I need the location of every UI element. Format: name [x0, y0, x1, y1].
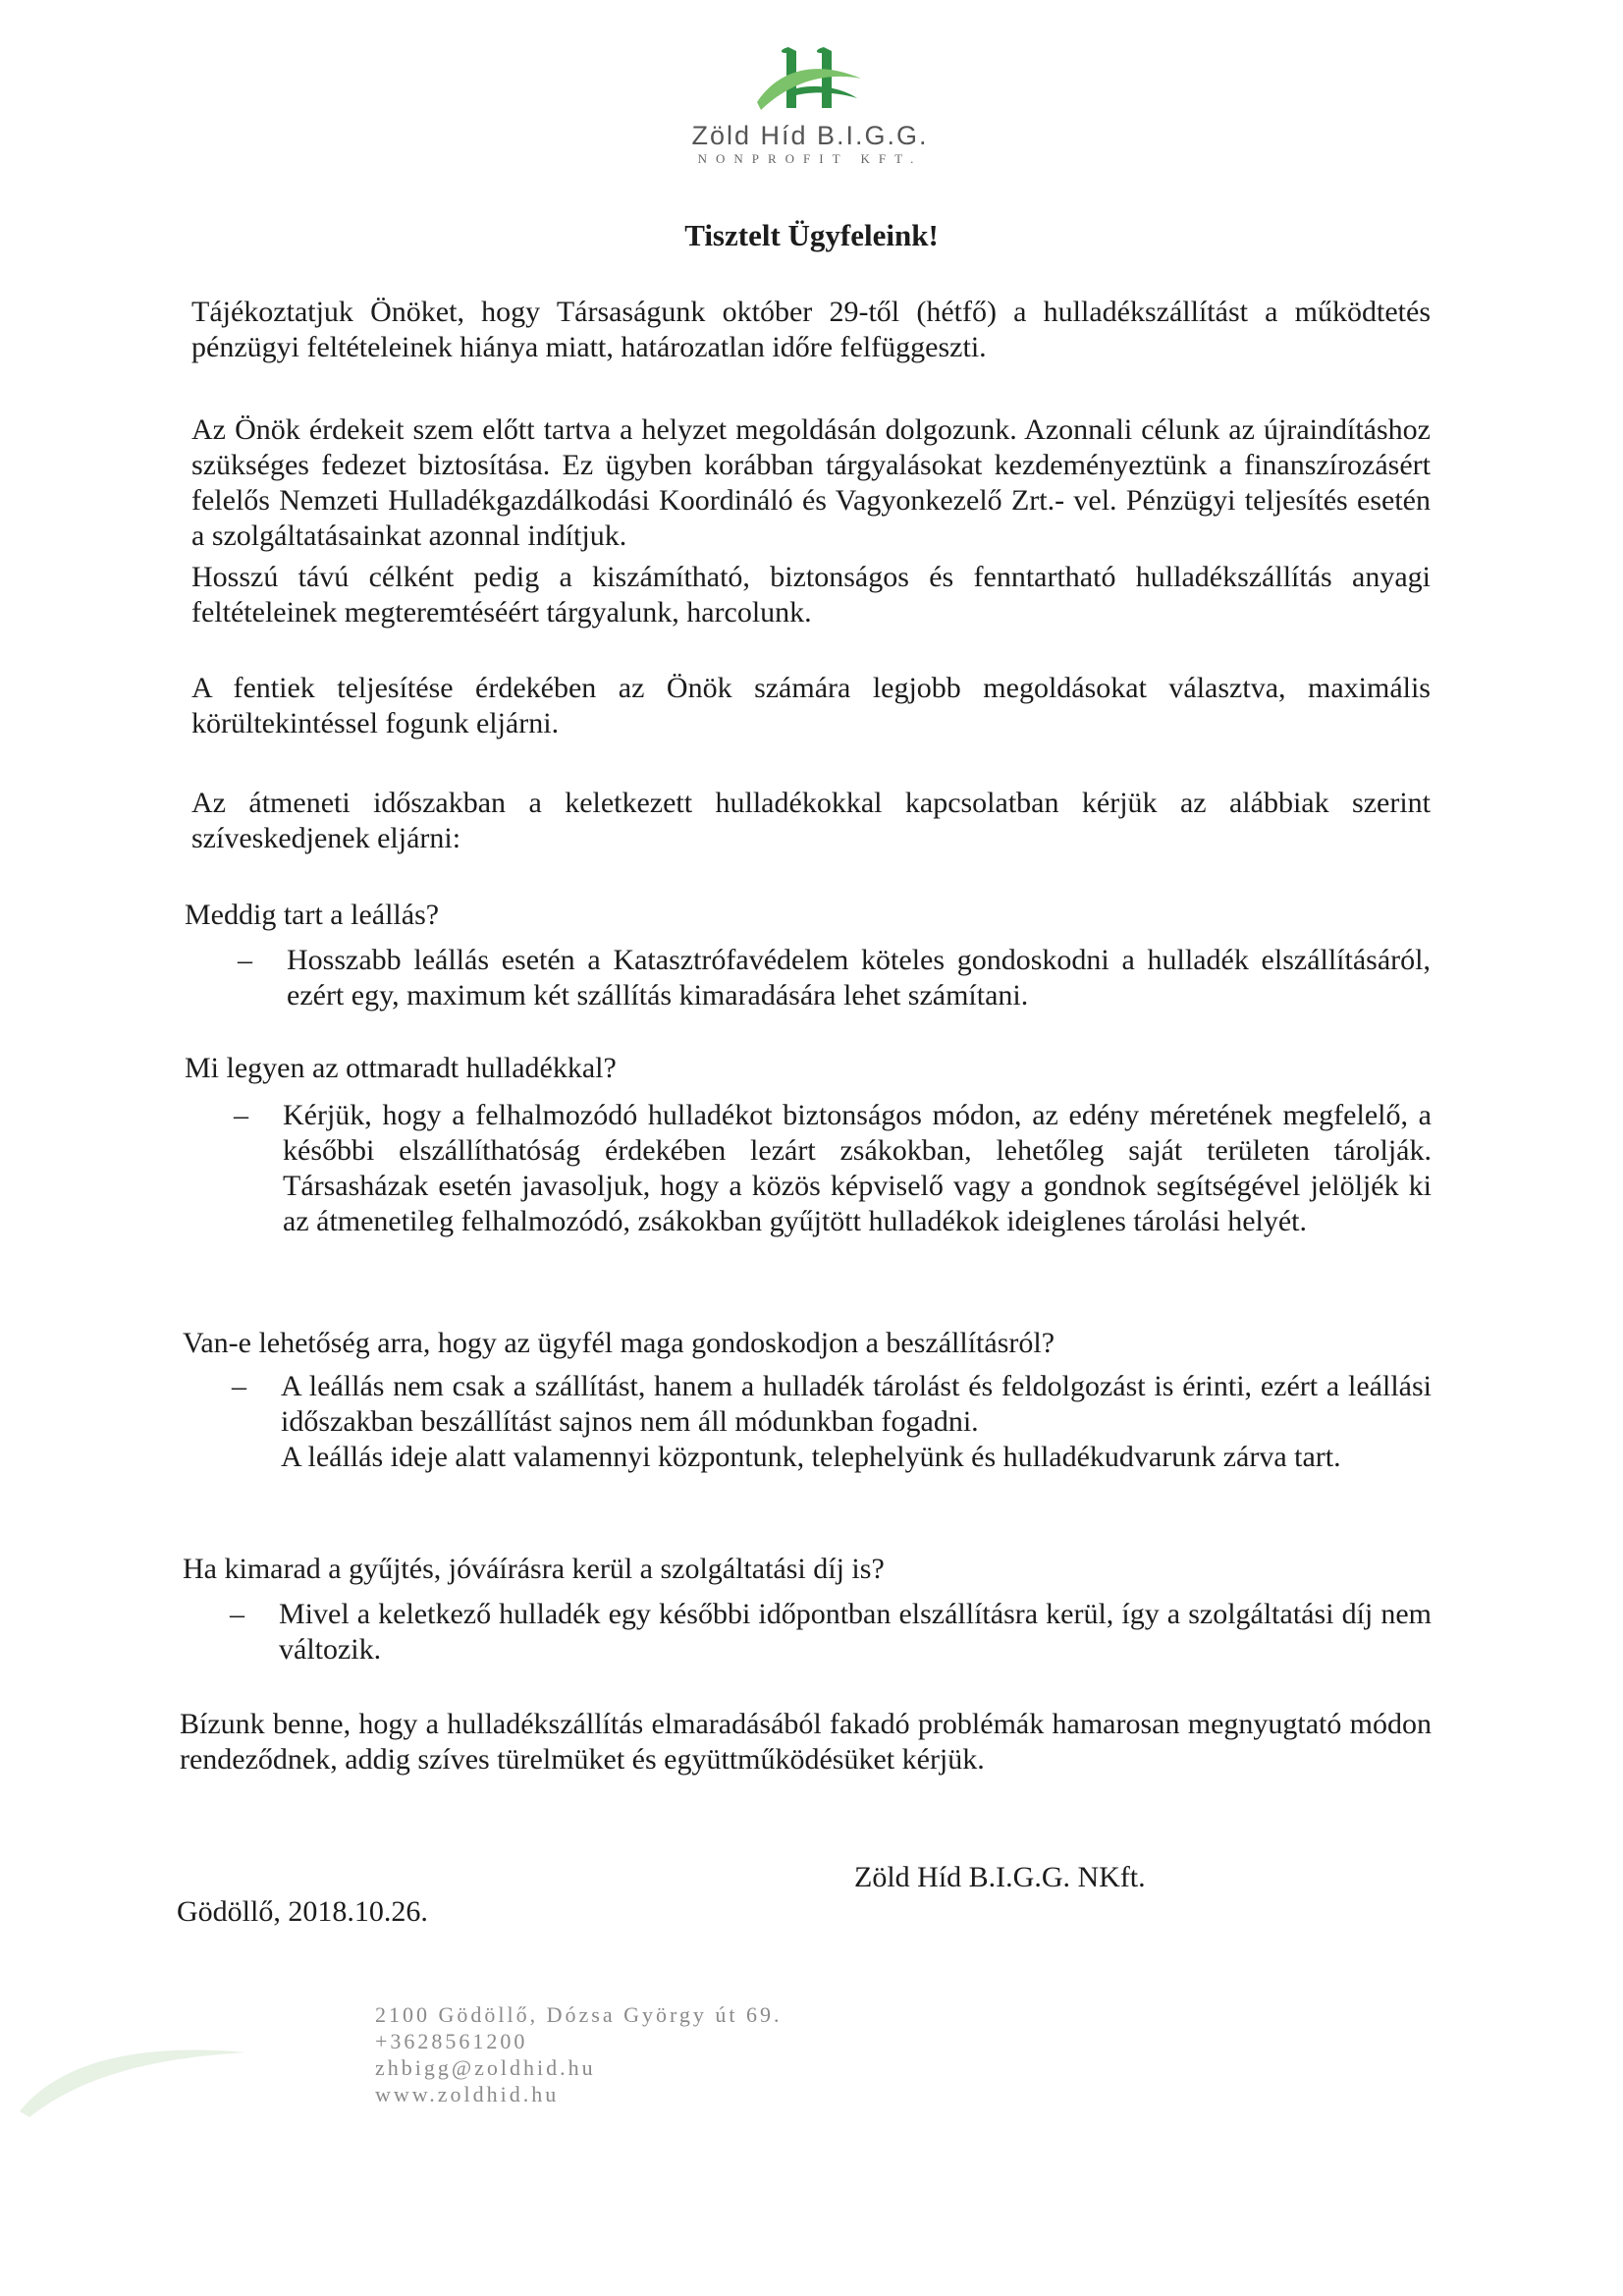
paragraph-longterm: Hosszú távú célként pedig a kiszámítható, biztonságos és fenntartható hulladékszállítás anyagi feltételeinek megteremtéséért tárgyalunk, harcolunk.: [191, 561, 1431, 629]
faq-answer: [234, 1098, 1432, 1239]
zold-hid-logo-icon: [751, 39, 869, 118]
paragraph-approach: A fentiek teljesítése érdekében az Önök számára legjobb megoldásokat választva, maximális körültekintéssel fogunk eljárni.: [191, 672, 1431, 739]
footer-email: zhbigg@zoldhid.hu: [375, 2055, 596, 2080]
faq-answer-extra: A leállás ideje alatt valamennyi központunk, telephelyünk és hulladékudvarunk zárva tart.: [281, 1441, 1341, 1473]
footer-contacts: [375, 2001, 783, 2107]
closing-paragraph: Bízunk benne, hogy a hulladékszállítás elmaradásából fakadó problémák hamarosan megnyugtató módon rendeződnek, addig szíves türelmüket és együttműködésüket kérjük.: [180, 1708, 1432, 1776]
bullet-dash: –: [234, 1099, 248, 1131]
bullet-dash: –: [230, 1598, 244, 1630]
company-name: Zöld Híd B.I.G.G.: [691, 121, 929, 150]
faq-question: Meddig tart a leállás?: [185, 899, 440, 931]
letter-date: Gödöllő, 2018.10.26.: [177, 1895, 428, 1928]
faq-answer-text: Hosszabb leállás esetén a Katasztrófavédelem köteles gondoskodni a hulladék elszállításáról, ezért egy, maximum két szállítás kimaradására lehet számítani.: [287, 944, 1431, 1011]
faq-answer: [232, 1369, 1432, 1440]
faq-question: Ha kimarad a gyűjtés, jóváírásra kerül a szolgáltatási díj is?: [183, 1553, 885, 1585]
bullet-dash: –: [238, 944, 252, 976]
faq-answer-text: Kérjük, hogy a felhalmozódó hulladékot biztonságos módon, az edény méretének megfelelő, a későbbi elszállíthatóság érdekében lezárt zsákokban, lehetőleg saját területen tárolják. Társasházak esetén javasoljuk, hogy a közös képviselő vagy a gondnok segítségével jelöljék ki az átmenetileg felhalmozódó, zsákokban gyűjtött hulladékok ideiglenes tárolási helyét.: [283, 1099, 1432, 1237]
faq-question: Van-e lehetőség arra, hogy az ügyfél maga gondoskodjon a beszállításról?: [183, 1327, 1055, 1359]
faq-answer-text: Mivel a keletkező hulladék egy későbbi időpontban elszállításra kerül, így a szolgáltatási díj nem változik.: [279, 1598, 1432, 1666]
paragraph-suspension: Tájékoztatjuk Önöket, hogy Társaságunk október 29-től (hétfő) a hulladékszállítást a működtetés pénzügyi feltételeinek hiánya miatt, határozatlan időre felfüggeszti.: [191, 296, 1431, 363]
footer-address: 2100 Gödöllő, Dózsa György út 69.: [375, 2002, 783, 2027]
faq-question: Mi legyen az ottmaradt hulladékkal?: [185, 1052, 617, 1084]
footer-phone: +3628561200: [375, 2029, 528, 2053]
faq-answer: [230, 1597, 1432, 1667]
footer-web: www.zoldhid.hu: [375, 2082, 560, 2106]
paragraph-instructions: Az átmeneti időszakban a keletkezett hulladékokkal kapcsolatban kérjük az alábbiak szerint szíveskedjenek eljárni:: [191, 787, 1431, 854]
decorative-swoosh-icon: [0, 2023, 255, 2121]
paragraph-negotiation: Az Önök érdekeit szem előtt tartva a helyzet megoldásán dolgozunk. Azonnali célunk az újraindításhoz szükséges fedezet biztosítása. Ez ügyben korábban tárgyalásokat kezdeményeztünk a finanszírozásért felelős Nemzeti Hulladékgazdálkodási Koordináló és Vagyonkezelő Zrt.- vel. Pénzügyi teljesítés esetén a szolgáltatásainkat azonnal indítjuk.: [191, 413, 1431, 552]
company-logo: [589, 39, 1031, 167]
company-subtitle: NONPROFIT KFT.: [697, 151, 923, 166]
faq-answer-text: A leállás nem csak a szállítást, hanem a hulladék tárolást és feldolgozást is érinti, ezért a leállási időszakban beszállítást sajnos nem áll módunkban fogadni.: [281, 1370, 1432, 1438]
faq-answer: [238, 943, 1431, 1013]
signature: Zöld Híd B.I.G.G. NKft.: [854, 1861, 1146, 1893]
letter-title: Tisztelt Ügyfeleink!: [684, 218, 939, 252]
bullet-dash: –: [232, 1370, 246, 1402]
